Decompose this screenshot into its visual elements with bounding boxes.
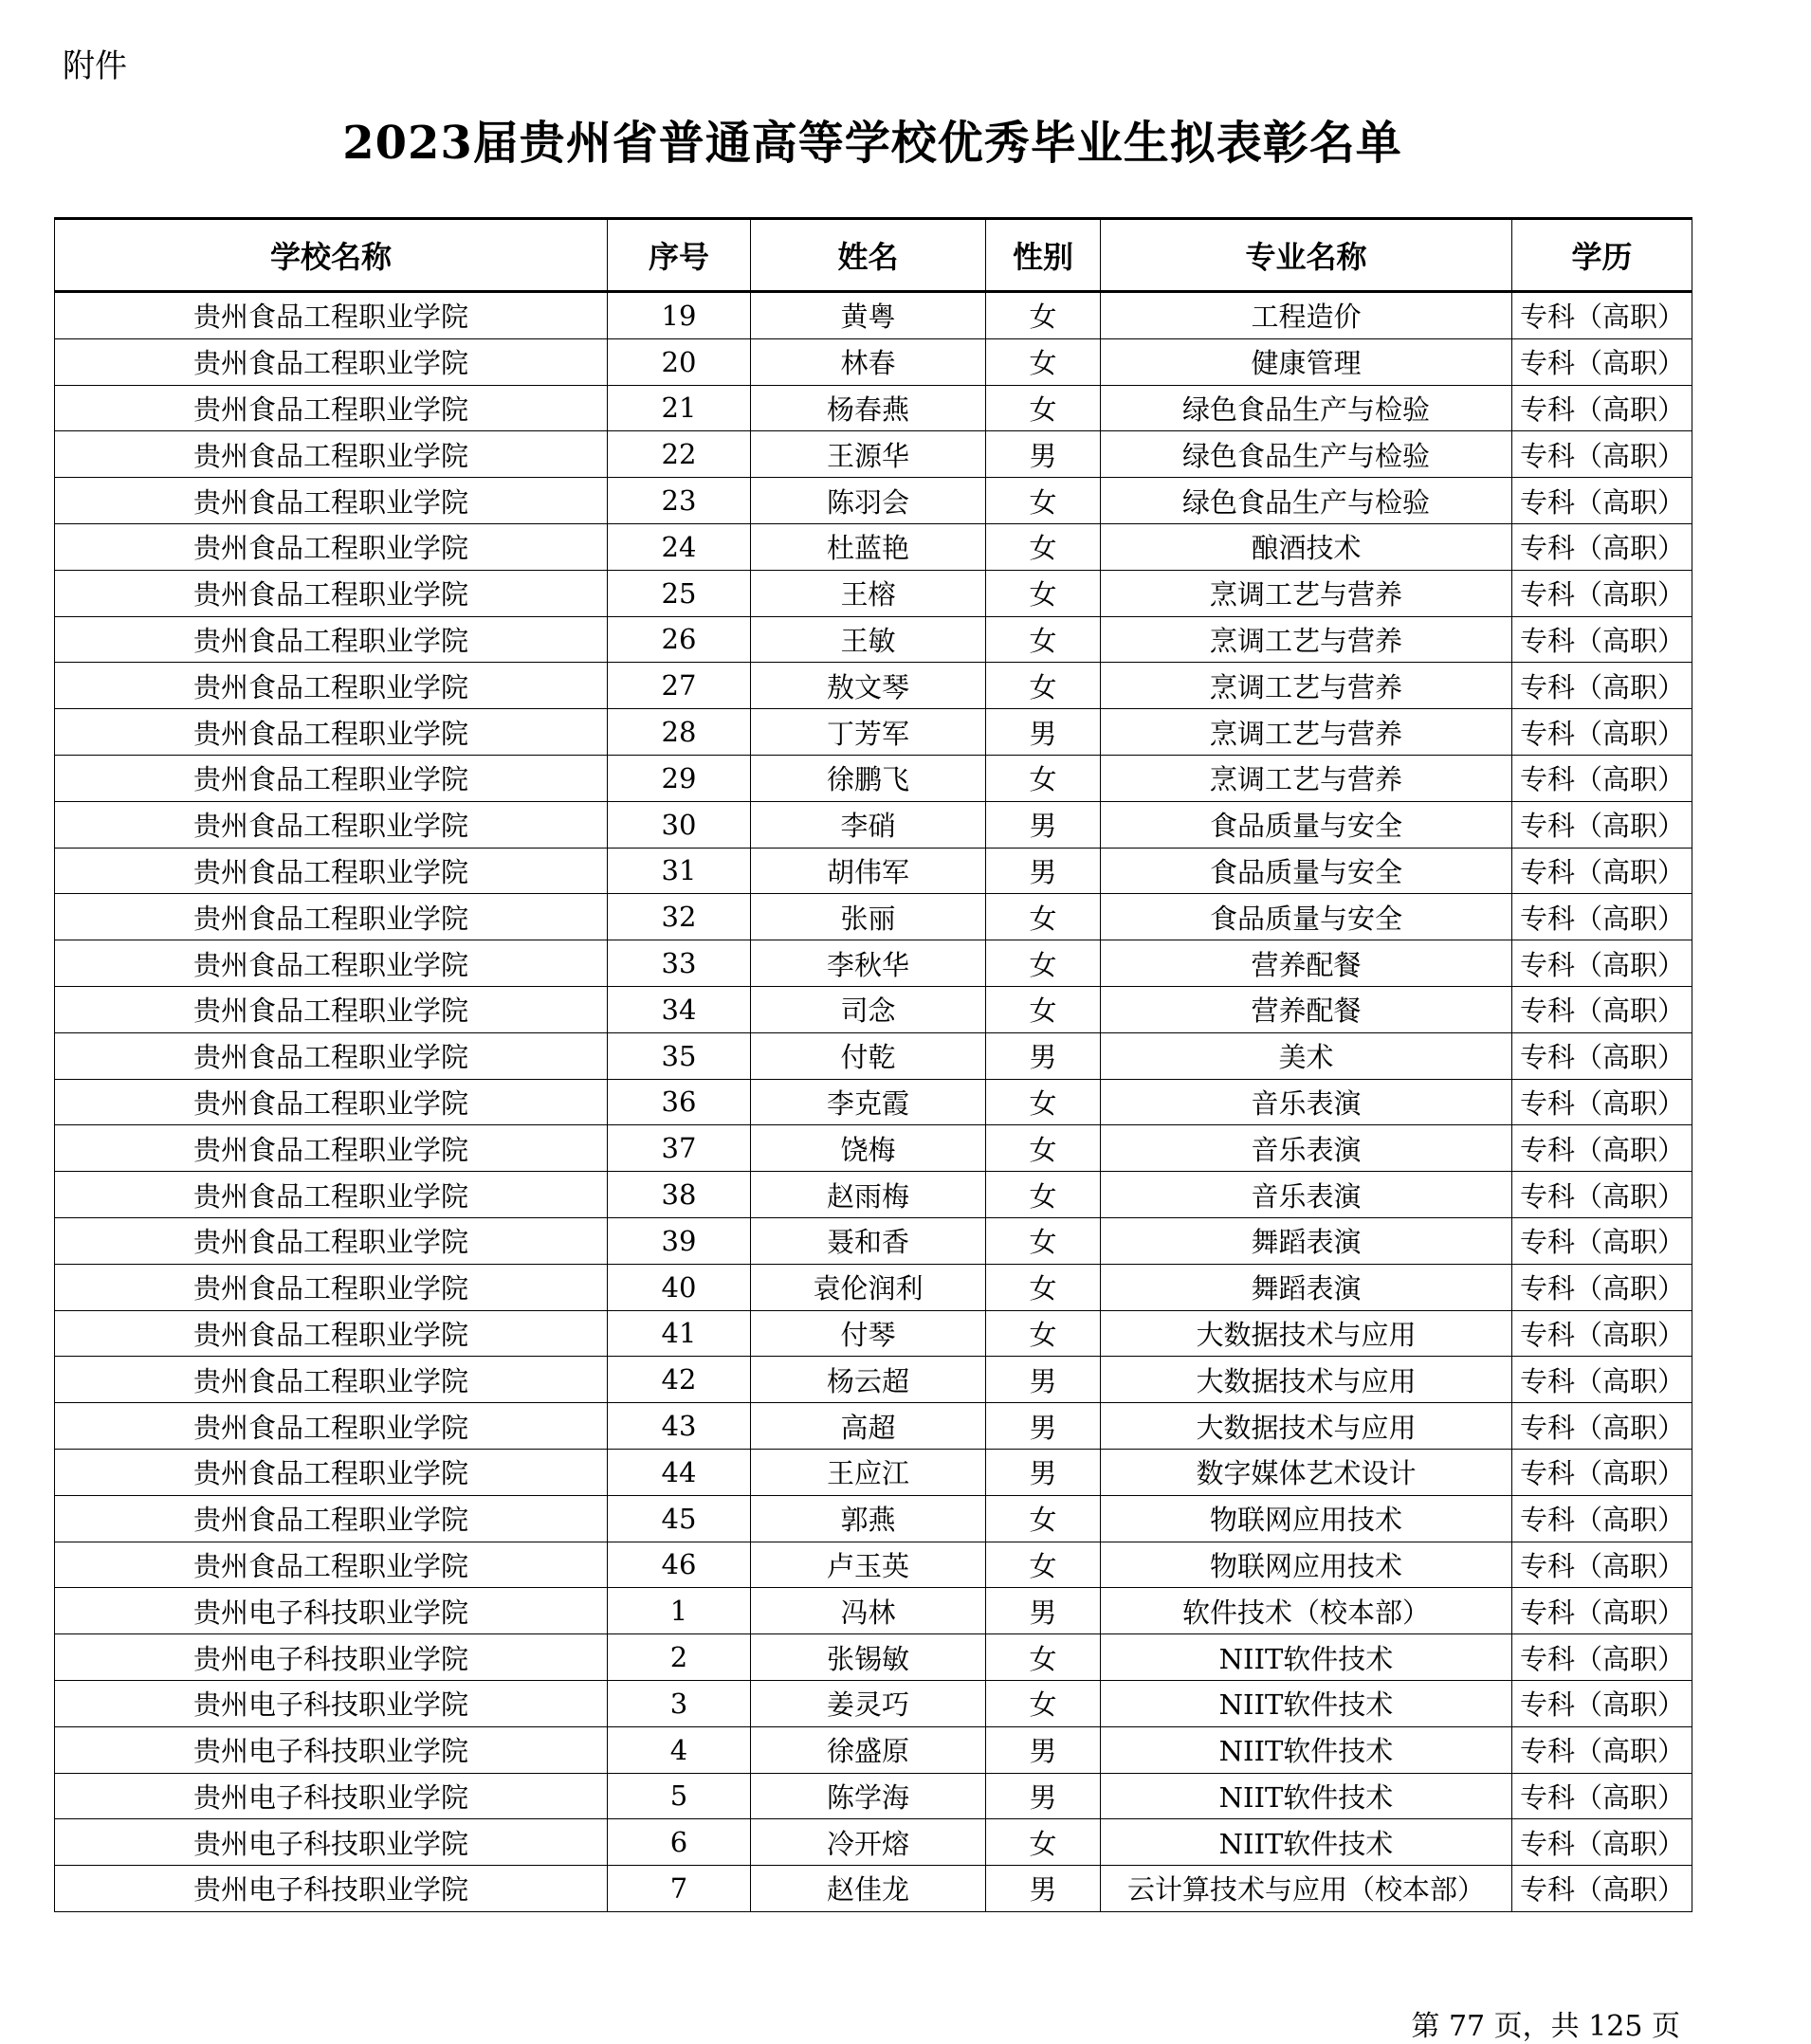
major-cell: 食品质量与安全 <box>1101 848 1512 894</box>
seq-cell: 45 <box>608 1495 751 1542</box>
school-cell: 贵州食品工程职业学院 <box>55 1495 608 1542</box>
major-cell: 烹调工艺与营养 <box>1101 755 1512 801</box>
table-row <box>55 1634 1692 1681</box>
name-cell: 杨春燕 <box>751 385 986 431</box>
school-cell: 贵州食品工程职业学院 <box>55 385 608 431</box>
major-cell: NIIT软件技术 <box>1101 1726 1512 1773</box>
table-row <box>55 478 1692 524</box>
table-row <box>55 1773 1692 1819</box>
header-seq: 序号 <box>608 219 751 292</box>
seq-cell: 6 <box>608 1819 751 1866</box>
name-cell: 王敏 <box>751 616 986 663</box>
seq-cell: 25 <box>608 570 751 616</box>
seq-cell: 23 <box>608 478 751 524</box>
education-cell: 专科（高职） <box>1512 616 1692 663</box>
school-cell: 贵州食品工程职业学院 <box>55 616 608 663</box>
education-cell: 专科（高职） <box>1512 570 1692 616</box>
seq-cell: 30 <box>608 801 751 848</box>
school-cell: 贵州电子科技职业学院 <box>55 1726 608 1773</box>
education-cell: 专科（高职） <box>1512 1217 1692 1264</box>
header-name: 姓名 <box>751 219 986 292</box>
education-cell: 专科（高职） <box>1512 894 1692 940</box>
gender-cell: 男 <box>986 1866 1101 1912</box>
education-cell: 专科（高职） <box>1512 1773 1692 1819</box>
name-cell: 聂和香 <box>751 1217 986 1264</box>
major-cell: 舞蹈表演 <box>1101 1217 1512 1264</box>
education-cell: 专科（高职） <box>1512 338 1692 385</box>
table-row <box>55 848 1692 894</box>
education-cell: 专科（高职） <box>1512 848 1692 894</box>
major-cell: 大数据技术与应用 <box>1101 1357 1512 1403</box>
table-row <box>55 1680 1692 1726</box>
school-cell: 贵州食品工程职业学院 <box>55 523 608 570</box>
gender-cell: 女 <box>986 1542 1101 1588</box>
table-row <box>55 1264 1692 1310</box>
major-cell: 大数据技术与应用 <box>1101 1310 1512 1357</box>
gender-cell: 女 <box>986 1079 1101 1125</box>
education-cell: 专科（高职） <box>1512 1680 1692 1726</box>
gender-cell: 男 <box>986 1449 1101 1495</box>
major-cell: 烹调工艺与营养 <box>1101 616 1512 663</box>
major-cell: NIIT软件技术 <box>1101 1634 1512 1681</box>
name-cell: 姜灵巧 <box>751 1680 986 1726</box>
gender-cell: 男 <box>986 1032 1101 1079</box>
major-cell: 绿色食品生产与检验 <box>1101 431 1512 478</box>
header-gender: 性别 <box>986 219 1101 292</box>
school-cell: 贵州食品工程职业学院 <box>55 1542 608 1588</box>
school-cell: 贵州食品工程职业学院 <box>55 1172 608 1218</box>
seq-cell: 41 <box>608 1310 751 1357</box>
honoree-table <box>54 217 1692 1912</box>
education-cell: 专科（高职） <box>1512 1866 1692 1912</box>
gender-cell: 女 <box>986 663 1101 709</box>
gender-cell: 女 <box>986 1125 1101 1172</box>
name-cell: 胡伟军 <box>751 848 986 894</box>
gender-cell: 女 <box>986 292 1101 339</box>
education-cell: 专科（高职） <box>1512 1588 1692 1634</box>
gender-cell: 女 <box>986 986 1101 1032</box>
major-cell: NIIT软件技术 <box>1101 1680 1512 1726</box>
name-cell: 徐鹏飞 <box>751 755 986 801</box>
table-row <box>55 1495 1692 1542</box>
gender-cell: 女 <box>986 478 1101 524</box>
gender-cell: 女 <box>986 1634 1101 1681</box>
education-cell: 专科（高职） <box>1512 1310 1692 1357</box>
major-cell: 舞蹈表演 <box>1101 1264 1512 1310</box>
seq-cell: 4 <box>608 1726 751 1773</box>
school-cell: 贵州食品工程职业学院 <box>55 1032 608 1079</box>
name-cell: 郭燕 <box>751 1495 986 1542</box>
gender-cell: 男 <box>986 1588 1101 1634</box>
name-cell: 袁伦润利 <box>751 1264 986 1310</box>
school-cell: 贵州食品工程职业学院 <box>55 338 608 385</box>
gender-cell: 女 <box>986 1680 1101 1726</box>
gender-cell: 男 <box>986 1403 1101 1450</box>
major-cell: 绿色食品生产与检验 <box>1101 478 1512 524</box>
major-cell: 美术 <box>1101 1032 1512 1079</box>
education-cell: 专科（高职） <box>1512 1495 1692 1542</box>
seq-cell: 19 <box>608 292 751 339</box>
seq-cell: 40 <box>608 1264 751 1310</box>
name-cell: 敖文琴 <box>751 663 986 709</box>
name-cell: 王源华 <box>751 431 986 478</box>
seq-cell: 46 <box>608 1542 751 1588</box>
gender-cell: 男 <box>986 801 1101 848</box>
name-cell: 高超 <box>751 1403 986 1450</box>
education-cell: 专科（高职） <box>1512 431 1692 478</box>
major-cell: 营养配餐 <box>1101 986 1512 1032</box>
seq-cell: 26 <box>608 616 751 663</box>
school-cell: 贵州食品工程职业学院 <box>55 801 608 848</box>
table-row <box>55 1357 1692 1403</box>
seq-cell: 43 <box>608 1403 751 1450</box>
gender-cell: 男 <box>986 1357 1101 1403</box>
school-cell: 贵州食品工程职业学院 <box>55 1217 608 1264</box>
education-cell: 专科（高职） <box>1512 1357 1692 1403</box>
name-cell: 杜蓝艳 <box>751 523 986 570</box>
name-cell: 杨云超 <box>751 1357 986 1403</box>
seq-cell: 31 <box>608 848 751 894</box>
major-cell: 烹调工艺与营养 <box>1101 570 1512 616</box>
table-row <box>55 385 1692 431</box>
school-cell: 贵州食品工程职业学院 <box>55 1449 608 1495</box>
gender-cell: 女 <box>986 894 1101 940</box>
seq-cell: 7 <box>608 1866 751 1912</box>
table-row <box>55 431 1692 478</box>
name-cell: 冷开熔 <box>751 1819 986 1866</box>
major-cell: 酿酒技术 <box>1101 523 1512 570</box>
seq-cell: 2 <box>608 1634 751 1681</box>
major-cell: 音乐表演 <box>1101 1079 1512 1125</box>
attachment-label: 附件 <box>63 47 127 85</box>
education-cell: 专科（高职） <box>1512 523 1692 570</box>
seq-cell: 42 <box>608 1357 751 1403</box>
table-row <box>55 1217 1692 1264</box>
table-row <box>55 1032 1692 1079</box>
education-cell: 专科（高职） <box>1512 1634 1692 1681</box>
header-major: 专业名称 <box>1101 219 1512 292</box>
table-row <box>55 338 1692 385</box>
school-cell: 贵州食品工程职业学院 <box>55 570 608 616</box>
gender-cell: 女 <box>986 1217 1101 1264</box>
name-cell: 陈学海 <box>751 1773 986 1819</box>
table-row <box>55 292 1692 339</box>
education-cell: 专科（高职） <box>1512 1172 1692 1218</box>
school-cell: 贵州食品工程职业学院 <box>55 1079 608 1125</box>
name-cell: 王应江 <box>751 1449 986 1495</box>
major-cell: 软件技术（校本部） <box>1101 1588 1512 1634</box>
school-cell: 贵州电子科技职业学院 <box>55 1866 608 1912</box>
table-row <box>55 1588 1692 1634</box>
table-row <box>55 755 1692 801</box>
major-cell: 烹调工艺与营养 <box>1101 709 1512 756</box>
name-cell: 付琴 <box>751 1310 986 1357</box>
school-cell: 贵州电子科技职业学院 <box>55 1680 608 1726</box>
name-cell: 卢玉英 <box>751 1542 986 1588</box>
school-cell: 贵州食品工程职业学院 <box>55 940 608 987</box>
school-cell: 贵州食品工程职业学院 <box>55 986 608 1032</box>
gender-cell: 男 <box>986 1773 1101 1819</box>
name-cell: 徐盛原 <box>751 1726 986 1773</box>
seq-cell: 32 <box>608 894 751 940</box>
education-cell: 专科（高职） <box>1512 1403 1692 1450</box>
seq-cell: 33 <box>608 940 751 987</box>
table-header-row <box>55 219 1692 292</box>
table-row <box>55 1449 1692 1495</box>
table-row <box>55 1866 1692 1912</box>
gender-cell: 女 <box>986 523 1101 570</box>
table-row <box>55 709 1692 756</box>
school-cell: 贵州食品工程职业学院 <box>55 709 608 756</box>
school-cell: 贵州食品工程职业学院 <box>55 1125 608 1172</box>
gender-cell: 女 <box>986 616 1101 663</box>
education-cell: 专科（高职） <box>1512 1079 1692 1125</box>
education-cell: 专科（高职） <box>1512 1819 1692 1866</box>
major-cell: 数字媒体艺术设计 <box>1101 1449 1512 1495</box>
school-cell: 贵州食品工程职业学院 <box>55 292 608 339</box>
education-cell: 专科（高职） <box>1512 940 1692 987</box>
name-cell: 赵雨梅 <box>751 1172 986 1218</box>
gender-cell: 女 <box>986 570 1101 616</box>
major-cell: 工程造价 <box>1101 292 1512 339</box>
major-cell: 食品质量与安全 <box>1101 801 1512 848</box>
table-row <box>55 523 1692 570</box>
education-cell: 专科（高职） <box>1512 709 1692 756</box>
table-row <box>55 1403 1692 1450</box>
seq-cell: 39 <box>608 1217 751 1264</box>
table-row <box>55 1726 1692 1773</box>
gender-cell: 女 <box>986 1495 1101 1542</box>
name-cell: 丁芳军 <box>751 709 986 756</box>
seq-cell: 28 <box>608 709 751 756</box>
table-row <box>55 894 1692 940</box>
seq-cell: 3 <box>608 1680 751 1726</box>
seq-cell: 5 <box>608 1773 751 1819</box>
name-cell: 李秋华 <box>751 940 986 987</box>
gender-cell: 女 <box>986 1264 1101 1310</box>
major-cell: 烹调工艺与营养 <box>1101 663 1512 709</box>
gender-cell: 女 <box>986 338 1101 385</box>
name-cell: 赵佳龙 <box>751 1866 986 1912</box>
seq-cell: 36 <box>608 1079 751 1125</box>
major-cell: 大数据技术与应用 <box>1101 1403 1512 1450</box>
name-cell: 饶梅 <box>751 1125 986 1172</box>
table-row <box>55 663 1692 709</box>
table-row <box>55 1079 1692 1125</box>
school-cell: 贵州食品工程职业学院 <box>55 1310 608 1357</box>
table-row <box>55 1125 1692 1172</box>
school-cell: 贵州食品工程职业学院 <box>55 1403 608 1450</box>
seq-cell: 35 <box>608 1032 751 1079</box>
gender-cell: 女 <box>986 940 1101 987</box>
major-cell: 云计算技术与应用（校本部） <box>1101 1866 1512 1912</box>
school-cell: 贵州食品工程职业学院 <box>55 755 608 801</box>
major-cell: 音乐表演 <box>1101 1172 1512 1218</box>
education-cell: 专科（高职） <box>1512 292 1692 339</box>
table-row <box>55 1172 1692 1218</box>
header-education: 学历 <box>1512 219 1692 292</box>
document-title: 2023届贵州省普通高等学校优秀毕业生拟表彰名单 <box>342 117 1402 170</box>
seq-cell: 38 <box>608 1172 751 1218</box>
education-cell: 专科（高职） <box>1512 755 1692 801</box>
education-cell: 专科（高职） <box>1512 663 1692 709</box>
major-cell: 营养配餐 <box>1101 940 1512 987</box>
school-cell: 贵州食品工程职业学院 <box>55 1357 608 1403</box>
name-cell: 王榕 <box>751 570 986 616</box>
education-cell: 专科（高职） <box>1512 478 1692 524</box>
table-row <box>55 986 1692 1032</box>
name-cell: 冯林 <box>751 1588 986 1634</box>
education-cell: 专科（高职） <box>1512 801 1692 848</box>
table-row <box>55 616 1692 663</box>
education-cell: 专科（高职） <box>1512 1125 1692 1172</box>
table-row <box>55 1542 1692 1588</box>
major-cell: NIIT软件技术 <box>1101 1819 1512 1866</box>
name-cell: 司念 <box>751 986 986 1032</box>
name-cell: 李克霞 <box>751 1079 986 1125</box>
school-cell: 贵州食品工程职业学院 <box>55 431 608 478</box>
school-cell: 贵州电子科技职业学院 <box>55 1588 608 1634</box>
gender-cell: 女 <box>986 385 1101 431</box>
major-cell: 物联网应用技术 <box>1101 1542 1512 1588</box>
gender-cell: 男 <box>986 848 1101 894</box>
seq-cell: 24 <box>608 523 751 570</box>
seq-cell: 27 <box>608 663 751 709</box>
gender-cell: 男 <box>986 709 1101 756</box>
table-row <box>55 570 1692 616</box>
table-row <box>55 1819 1692 1866</box>
education-cell: 专科（高职） <box>1512 1542 1692 1588</box>
name-cell: 张丽 <box>751 894 986 940</box>
name-cell: 黄粤 <box>751 292 986 339</box>
major-cell: 食品质量与安全 <box>1101 894 1512 940</box>
seq-cell: 29 <box>608 755 751 801</box>
education-cell: 专科（高职） <box>1512 986 1692 1032</box>
school-cell: 贵州食品工程职业学院 <box>55 894 608 940</box>
name-cell: 李硝 <box>751 801 986 848</box>
school-cell: 贵州食品工程职业学院 <box>55 478 608 524</box>
header-school: 学校名称 <box>55 219 608 292</box>
gender-cell: 女 <box>986 1172 1101 1218</box>
seq-cell: 37 <box>608 1125 751 1172</box>
gender-cell: 女 <box>986 755 1101 801</box>
major-cell: 绿色食品生产与检验 <box>1101 385 1512 431</box>
gender-cell: 男 <box>986 1726 1101 1773</box>
page-number: 第 77 页，共 125 页 <box>1411 2010 1680 2043</box>
major-cell: NIIT软件技术 <box>1101 1773 1512 1819</box>
table-row <box>55 801 1692 848</box>
education-cell: 专科（高职） <box>1512 385 1692 431</box>
name-cell: 陈羽会 <box>751 478 986 524</box>
seq-cell: 22 <box>608 431 751 478</box>
school-cell: 贵州电子科技职业学院 <box>55 1819 608 1866</box>
education-cell: 专科（高职） <box>1512 1264 1692 1310</box>
table-row <box>55 940 1692 987</box>
education-cell: 专科（高职） <box>1512 1032 1692 1079</box>
name-cell: 张锡敏 <box>751 1634 986 1681</box>
school-cell: 贵州电子科技职业学院 <box>55 1773 608 1819</box>
table-body <box>55 292 1692 1912</box>
school-cell: 贵州食品工程职业学院 <box>55 848 608 894</box>
education-cell: 专科（高职） <box>1512 1726 1692 1773</box>
name-cell: 付乾 <box>751 1032 986 1079</box>
gender-cell: 女 <box>986 1310 1101 1357</box>
gender-cell: 男 <box>986 431 1101 478</box>
gender-cell: 女 <box>986 1819 1101 1866</box>
name-cell: 林春 <box>751 338 986 385</box>
seq-cell: 21 <box>608 385 751 431</box>
major-cell: 物联网应用技术 <box>1101 1495 1512 1542</box>
school-cell: 贵州食品工程职业学院 <box>55 1264 608 1310</box>
seq-cell: 1 <box>608 1588 751 1634</box>
school-cell: 贵州电子科技职业学院 <box>55 1634 608 1681</box>
major-cell: 音乐表演 <box>1101 1125 1512 1172</box>
seq-cell: 34 <box>608 986 751 1032</box>
seq-cell: 20 <box>608 338 751 385</box>
major-cell: 健康管理 <box>1101 338 1512 385</box>
seq-cell: 44 <box>608 1449 751 1495</box>
table-row <box>55 1310 1692 1357</box>
education-cell: 专科（高职） <box>1512 1449 1692 1495</box>
school-cell: 贵州食品工程职业学院 <box>55 663 608 709</box>
